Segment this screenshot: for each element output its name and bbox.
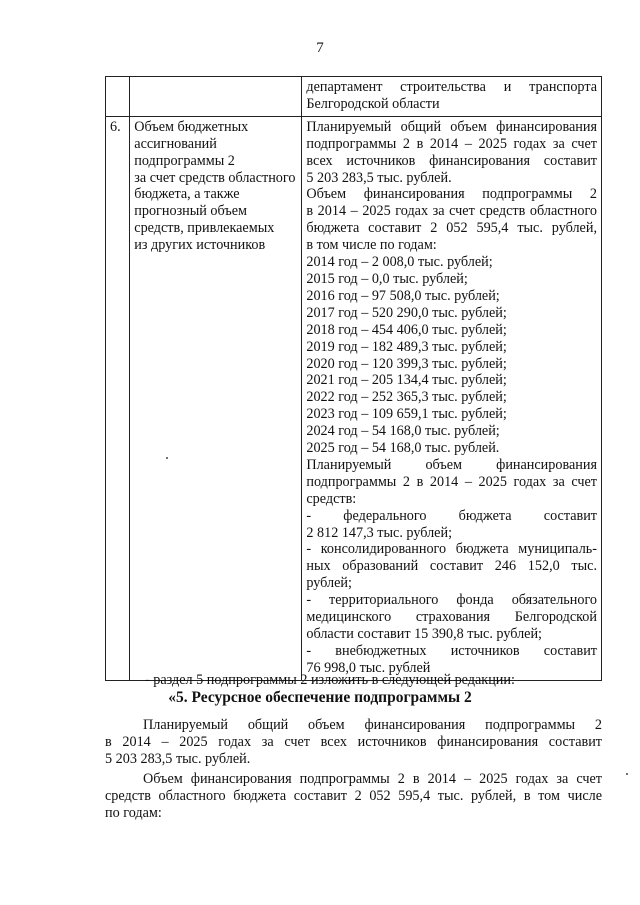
source-federal-line-2: 2 812 147,3 тыс. рублей; bbox=[306, 524, 453, 541]
total-line-1: Планируемый общий объем финансирования bbox=[306, 118, 597, 135]
paragraph-regional-funding bbox=[105, 771, 602, 822]
year-2017: 2017 год – 520 290,0 тыс. рублей; bbox=[306, 304, 507, 321]
row-number-6: 6. bbox=[106, 116, 130, 680]
year-2016: 2016 год – 97 508,0 тыс. рублей; bbox=[306, 287, 500, 304]
row-name-line-6: прогнозный объем bbox=[134, 203, 248, 220]
row-name-line-8: из других источников bbox=[134, 237, 266, 254]
row-name-line-4: за счет средств областного bbox=[134, 169, 296, 186]
amendment-instruction: - раздел 5 подпрограммы 2 изложить в следующей редакции: bbox=[145, 672, 515, 688]
year-2018: 2018 год – 454 406,0 тыс. рублей; bbox=[306, 321, 507, 338]
paragraph-1-line-3: 5 203 283,5 тыс. рублей. bbox=[105, 751, 251, 767]
paragraph-1-line-2: в 2014 – 2025 годах за счет всех источников финансирования составит bbox=[105, 734, 602, 750]
scan-speck bbox=[626, 773, 628, 775]
year-2024: 2024 год – 54 168,0 тыс. рублей; bbox=[306, 423, 500, 440]
total-line-2: подпрограммы 2 в 2014 – 2025 годах за счет bbox=[306, 135, 597, 152]
year-2020: 2020 год – 120 399,3 тыс. рублей; bbox=[306, 355, 507, 372]
row-name-cell-6 bbox=[130, 116, 302, 680]
year-2019: 2019 год – 182 489,3 тыс. рублей; bbox=[306, 338, 507, 355]
regional-line-3: бюджета составит 2 052 595,4 тыс. рублей, bbox=[306, 220, 597, 237]
source-medical-fund-line-3: области составит 15 390,8 тыс. рублей; bbox=[306, 626, 542, 642]
source-municipal-line-3: рублей; bbox=[306, 575, 352, 592]
page-number: 7 bbox=[316, 40, 324, 56]
department-line-1: департамент строительства и транспорта bbox=[306, 79, 597, 95]
row-name-cell-empty bbox=[130, 77, 302, 117]
year-2015: 2015 год – 0,0 тыс. рублей; bbox=[306, 270, 468, 287]
year-2023: 2023 год – 109 659,1 тыс. рублей; bbox=[306, 406, 507, 423]
source-extrabudget-line-1: - внебюджетных источников составит bbox=[306, 642, 597, 659]
paragraph-1-line-1: Планируемый общий объем финансирования подпрограммы 2 bbox=[143, 717, 602, 733]
total-line-4: 5 203 283,5 тыс. рублей. bbox=[306, 169, 452, 186]
row-name-line-7: средств, привлекаемых bbox=[134, 220, 275, 237]
paragraph-2-line-1: Объем финансирования подпрограммы 2 в 2014 – 2025 годах за счет bbox=[143, 771, 602, 787]
source-medical-fund-line-2: медицинского страхования Белгородской bbox=[306, 609, 597, 626]
paragraph-2-line-3: по годам: bbox=[105, 805, 162, 821]
paragraph-2-line-2: средств областного бюджета составит 2 052 595,4 тыс. рублей, в том числе bbox=[105, 788, 602, 804]
row-name-line-3: подпрограммы 2 bbox=[134, 152, 235, 169]
sources-intro-line-1: Планируемый объем финансирования bbox=[306, 456, 597, 473]
total-line-3: всех источников финансирования составит bbox=[306, 152, 597, 169]
row-value-cell-department bbox=[302, 77, 602, 117]
source-federal-line-1: - федерального бюджета составит bbox=[306, 507, 597, 524]
year-2025: 2025 год – 54 168,0 тыс. рублей. bbox=[306, 440, 500, 457]
regional-line-2: в 2014 – 2025 годах за счет средств областного bbox=[306, 203, 597, 220]
row-number-cell-empty bbox=[106, 77, 130, 117]
source-extrabudget-line-2: 76 998,0 тыс. рублей bbox=[306, 659, 431, 676]
section-heading: «5. Ресурсное обеспечение подпрограммы 2 bbox=[168, 689, 472, 706]
sources-intro-line-3: средств: bbox=[306, 490, 357, 507]
row-name-line-2: ассигнований bbox=[134, 135, 217, 152]
table-row-6 bbox=[106, 116, 602, 680]
source-municipal-line-2: ных образований составит 246 152,0 тыс. bbox=[306, 558, 597, 575]
table-row-department bbox=[106, 77, 602, 117]
row-name-line-5: бюджета, а также bbox=[134, 186, 240, 203]
paragraph-total-funding bbox=[105, 717, 602, 768]
regional-line-4: в том числе по годам: bbox=[306, 237, 437, 254]
passport-table bbox=[105, 76, 602, 681]
source-medical-fund-line-1: - территориального фонда обязательного bbox=[306, 592, 597, 609]
year-2014: 2014 год – 2 008,0 тыс. рублей; bbox=[306, 254, 493, 271]
row-value-cell-6 bbox=[302, 116, 602, 680]
sources-intro-line-2: подпрограммы 2 в 2014 – 2025 годах за счет bbox=[306, 473, 597, 490]
regional-line-1: Объем финансирования подпрограммы 2 bbox=[306, 186, 597, 203]
source-municipal-line-1: - консолидированного бюджета муниципаль- bbox=[306, 541, 597, 558]
row-name-line-1: Объем бюджетных bbox=[134, 118, 249, 135]
year-2021: 2021 год – 205 134,4 тыс. рублей; bbox=[306, 372, 507, 389]
scan-speck bbox=[166, 457, 168, 459]
year-2022: 2022 год – 252 365,3 тыс. рублей; bbox=[306, 389, 507, 406]
department-line-2: Белгородской области bbox=[306, 95, 440, 112]
